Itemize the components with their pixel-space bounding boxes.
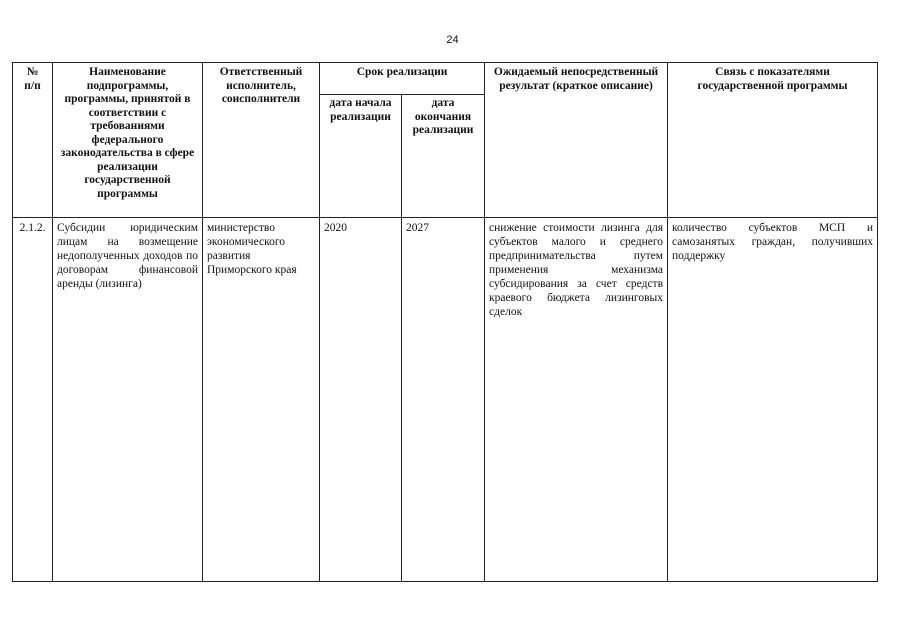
row-end-date: 2027	[402, 218, 485, 582]
header-result: Ожидаемый непосредственный результат (краткое описание)	[485, 63, 668, 218]
row-number: 2.1.2.	[13, 218, 53, 582]
row-name: Субсидии юридическим лицам на возмещение недополученных доходов по договорам финансовой аренды (лизинга)	[53, 218, 203, 582]
row-link: количество субъектов МСП и самозанятых граждан, получивших поддержку	[668, 218, 878, 582]
program-table	[12, 62, 878, 582]
header-link: Связь с показателями государственной программы	[668, 63, 878, 218]
header-start-date: дата начала реализации	[320, 95, 402, 218]
header-number: № п/п	[13, 63, 53, 218]
table-row	[13, 218, 878, 582]
header-name: Наименование подпрограммы, программы, принятой в соответствии с требованиями федерального законодательства в сфере реализации государственной программы	[53, 63, 203, 218]
row-result: снижение стоимости лизинга для субъектов малого и среднего предпринимательства путем применения механизма субсидирования за счет средств краевого бюджета лизинговых сделок	[485, 218, 668, 582]
row-executor: министерство экономического развития Приморского края	[203, 218, 320, 582]
header-end-date: дата окончания реализации	[402, 95, 485, 218]
page-number: 24	[446, 34, 459, 46]
row-start-date: 2020	[320, 218, 402, 582]
header-period: Срок реализации	[320, 63, 485, 95]
header-executor: Ответственный исполнитель, соисполнители	[203, 63, 320, 218]
